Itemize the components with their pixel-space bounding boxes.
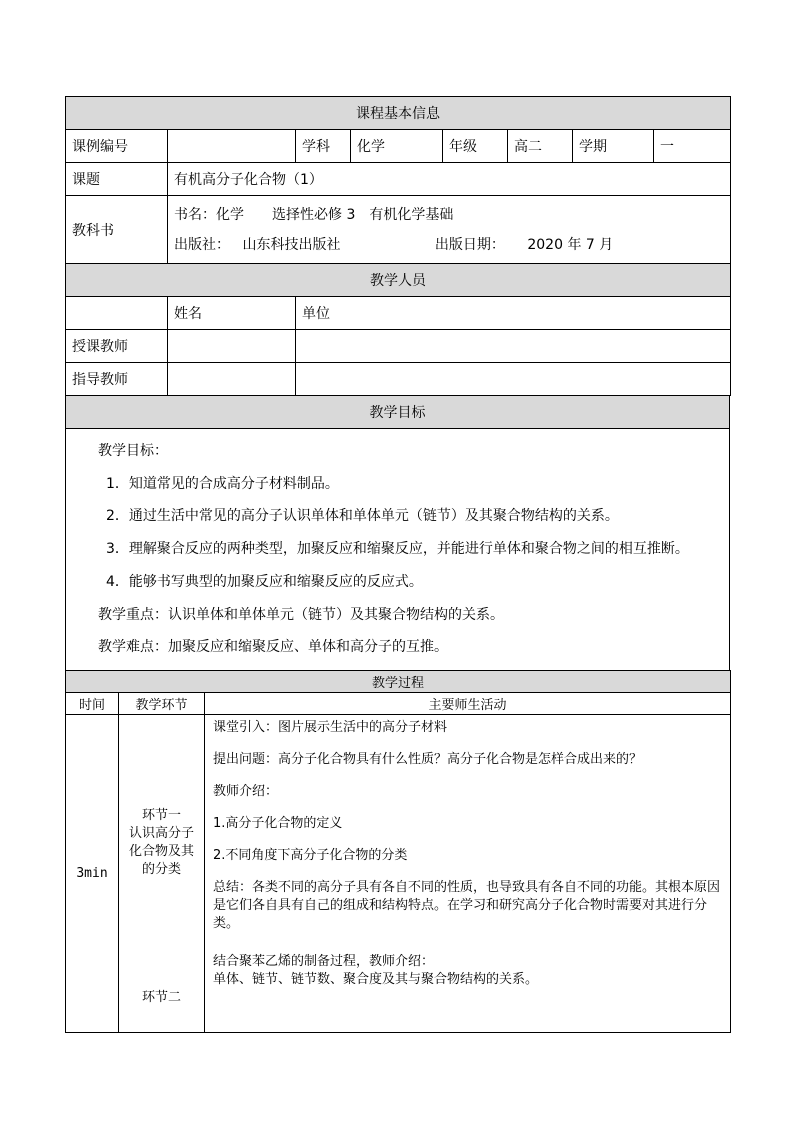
textbook-label: 教科书 [66,196,168,264]
teacher-name [168,330,296,363]
process-table [65,670,731,1033]
term-value: 一 [654,130,731,163]
publisher-line [174,230,724,260]
activity-intro: 课堂引入：图片展示生活中的高分子材料 [213,719,448,735]
row1-steps [119,714,205,1032]
unit-column-header: 单位 [296,297,731,330]
activity-question: 提出问题：高分子化合物具有什么性质？高分子化合物是怎样合成出来的？ [213,751,643,767]
activity-classification: 2.不同角度下高分子化合物的分类 [213,847,408,863]
teacher-label: 授课教师 [66,330,168,363]
staff-empty-corner [66,297,168,330]
activity-teacher-intro: 教师介绍： [213,783,279,799]
step-column-header: 教学环节 [119,692,205,714]
pubdate-value: 2020 年 7 月 [527,236,614,253]
name-column-header: 姓名 [168,297,296,330]
mentor-unit [296,363,731,396]
goal-item-2: 2．通过生活中常见的高分子认识单体和单体单元（链节）及其聚合物结构的关系。 [106,508,619,525]
activity2-content: 单体、链节、链节数、聚合度及其与聚合物结构的关系。 [213,971,539,987]
time-column-header: 时间 [66,692,119,714]
case-no-value [168,130,296,163]
case-no-label: 课例编号 [66,130,168,163]
goals-difficulty: 教学难点：加聚反应和缩聚反应、单体和高分子的互推。 [98,639,448,656]
book-line: 书名：化学 选择性必修 3 有机化学基础 [174,206,454,223]
row1-step: 环节一 认识高分子 化合物及其 的分类 [128,807,194,877]
goals-key-point: 教学重点：认识单体和单体单元（链节）及其聚合物结构的关系。 [98,606,504,623]
row1-step2: 环节二 [141,989,181,1005]
activity-column-header: 主要师生活动 [205,692,731,714]
publisher-value: 山东科技出版社 [242,236,341,253]
goals-header: 教学目标 [66,396,730,429]
grade-label: 年级 [443,130,508,163]
mentor-name [168,363,296,396]
subject-value: 化学 [351,130,443,163]
basic-info-table [65,96,731,264]
row1-activities [205,714,731,1032]
publisher-label: 出版社： [174,236,230,253]
term-label: 学期 [573,130,654,163]
staff-table [65,263,731,396]
teacher-unit [296,330,731,363]
grade-value: 高二 [508,130,573,163]
row1-time: 3min [66,714,119,1032]
staff-header: 教学人员 [66,264,731,297]
mentor-label: 指导教师 [66,363,168,396]
goal-item-3: 3．理解聚合反应的两种类型，加聚反应和缩聚反应，并能进行单体和聚合物之间的相互推断。 [106,541,689,558]
topic-value: 有机高分子化合物（1） [168,163,731,196]
topic-label: 课题 [66,163,168,196]
activity2-intro: 结合聚苯乙烯的制备过程，教师介绍： [213,953,435,969]
activity-summary: 总结：各类不同的高分子具有各自不同的性质，也导致具有各自不同的功能。其根本原因是它们各自具有自己的组成和结构特点。在学习和研究高分子化合物时需要对其进行分类。 [213,879,721,931]
subject-label: 学科 [296,130,351,163]
textbook-details [168,196,731,264]
goals-body [66,429,730,671]
basic-info-header: 课程基本信息 [66,97,731,130]
goals-intro: 教学目标： [98,443,168,459]
goal-item-4: 4．能够书写典型的加聚反应和缩聚反应的反应式。 [106,573,423,590]
pubdate-label: 出版日期： [434,236,505,253]
goals-table [65,395,730,671]
goal-item-1: 1．知道常见的合成高分子材料制品。 [106,475,339,492]
process-header: 教学过程 [66,670,731,692]
activity-definition: 1.高分子化合物的定义 [213,815,343,831]
lesson-plan-document [65,96,730,1033]
